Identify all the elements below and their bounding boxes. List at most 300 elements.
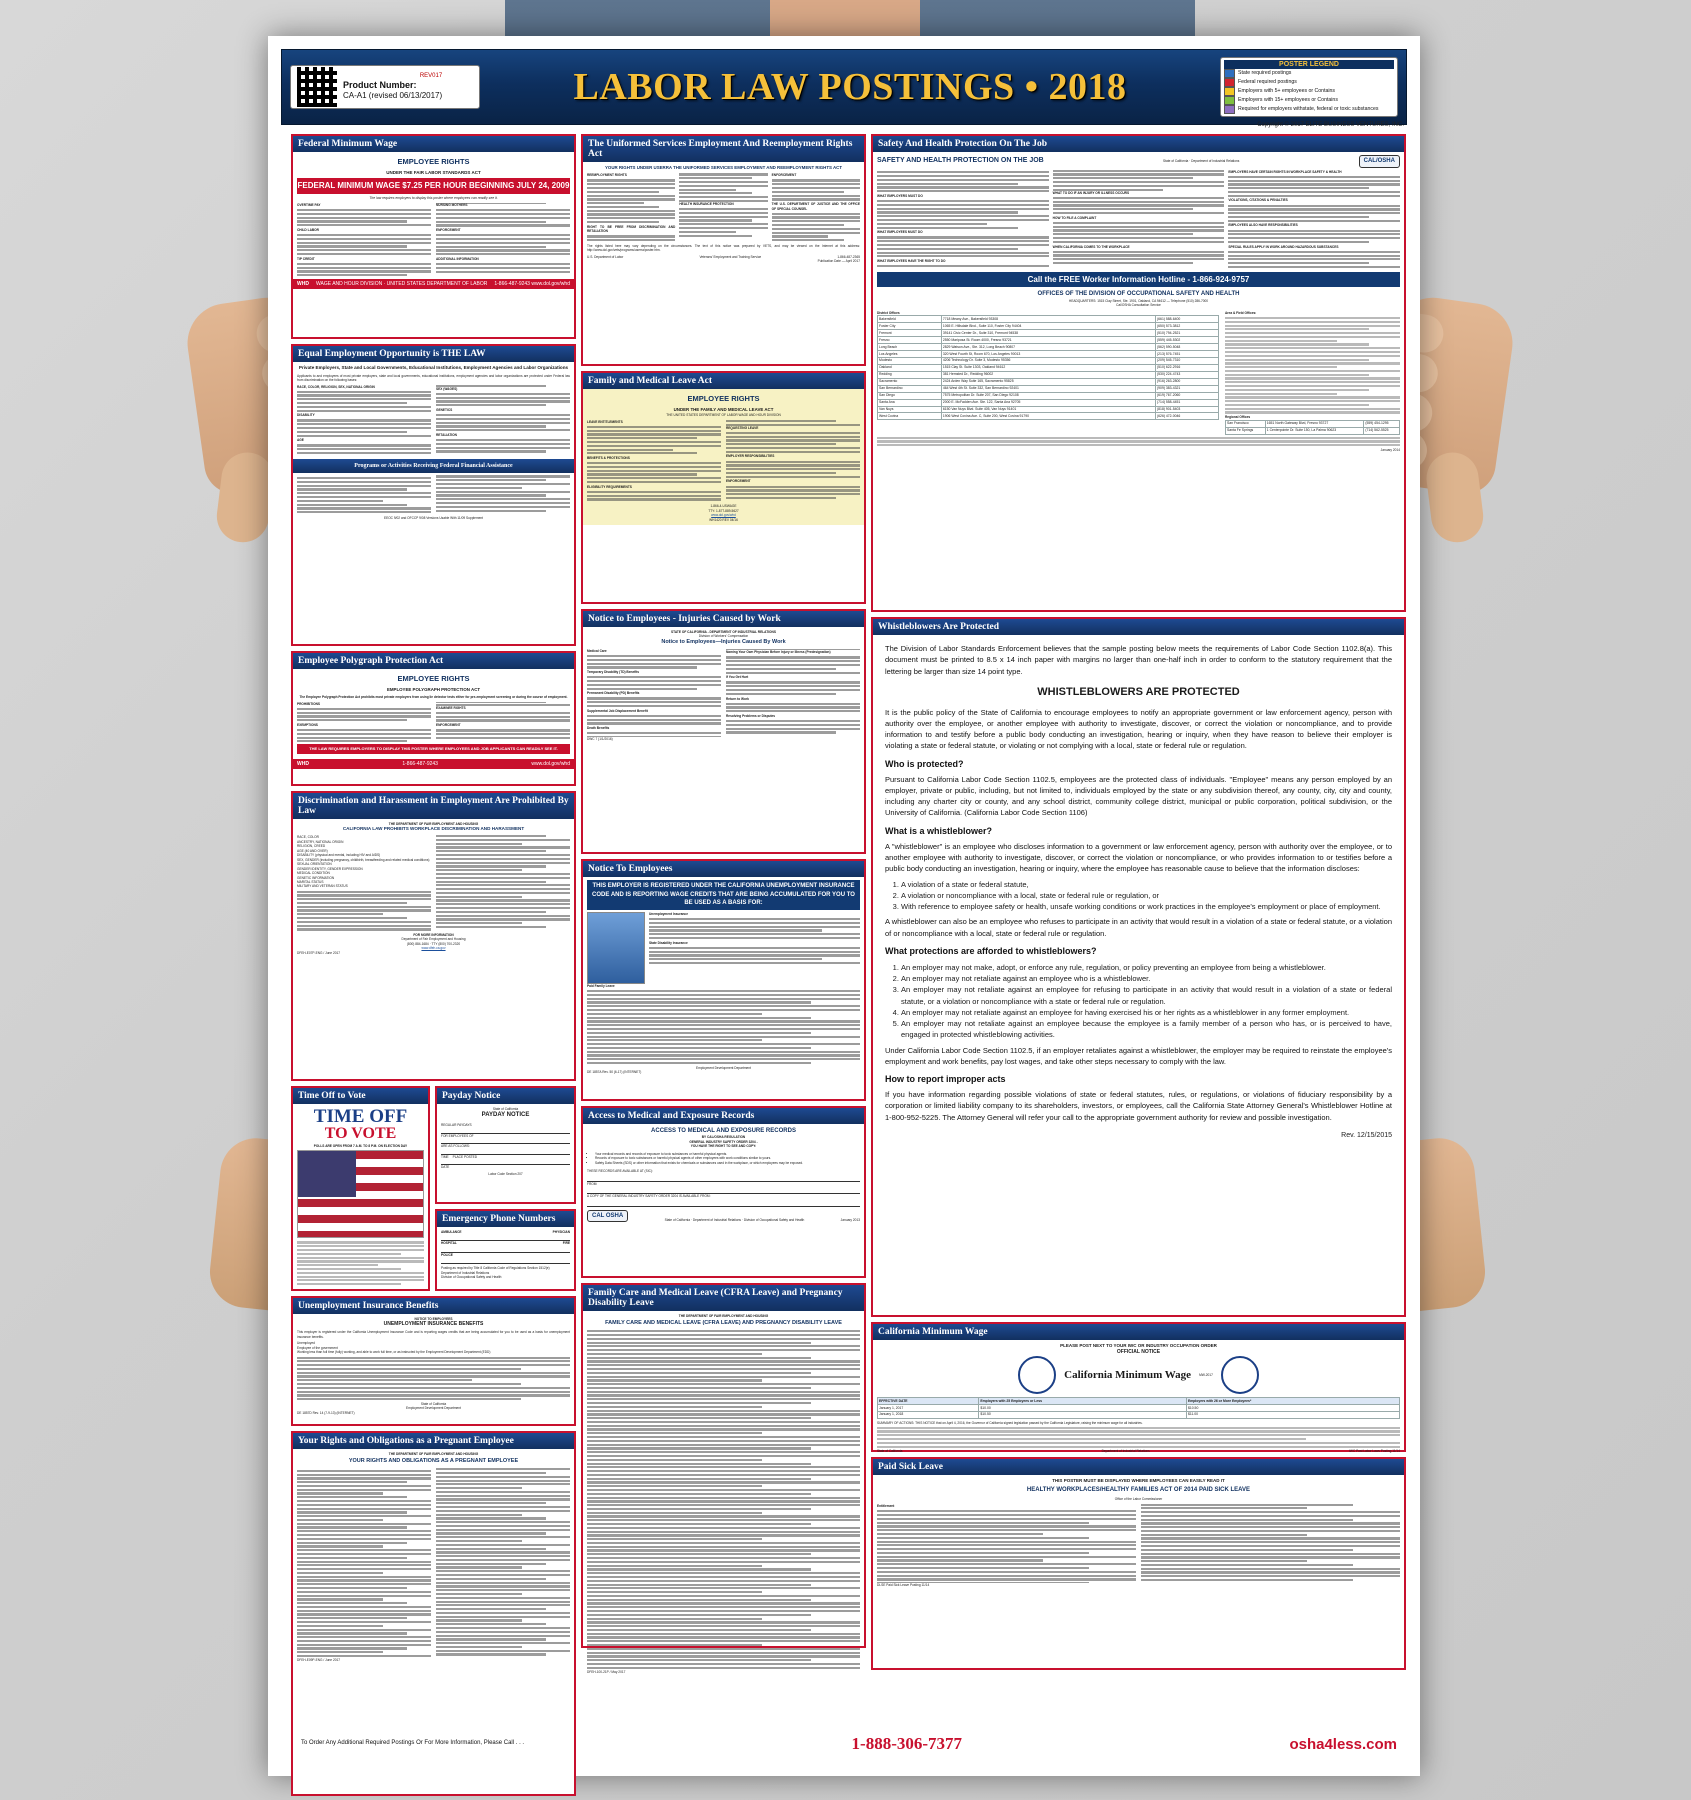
cmw-rev: IWC Post Labor Laws Posting 11/14 — [1349, 1449, 1400, 1454]
sh-heading-3: WHAT TO DO IF AN INJURY OR ILLNESS OCCURS — [1052, 190, 1130, 195]
office-phone: (530) 224-4743 — [1156, 371, 1219, 378]
sh-heading-2: WHAT EMPLOYEES HAVE THE RIGHT TO DO — [877, 259, 946, 264]
office-addr: 1065 E. Hillsdale Blvd., Suite 110, Foster City 94404 — [941, 323, 1155, 330]
office-addr: 1 Centerpointe Dr. Suite 150, La Palma 90623 — [1265, 427, 1364, 434]
panel-title: Time Off to Vote — [293, 1088, 428, 1104]
eeo-lead: Applicants to and employees of most private employers, state and local governments, educational institutions, employment agencies and labor organizations are protected under Federal law from discrimination on the following bases: — [297, 373, 570, 383]
acc-field-0[interactable] — [587, 1174, 860, 1182]
panel-time-off-vote — [291, 1086, 430, 1291]
ui-bullet-2: Working less than full time (fully) working, and able to work full time, or as instructed by the Employment Development Department (EDD) — [297, 1350, 491, 1355]
inj-div: Division of Workers' Compensation — [698, 634, 749, 639]
office-name: Long Beach — [878, 344, 942, 351]
payday-label-5: DATE — [441, 1165, 450, 1170]
eeo-heading-1: DISABILITY — [297, 413, 315, 418]
office-addr: 4206 Technology Dr. Suite 3, Modesto 95356 — [941, 357, 1155, 364]
disc-agency: Department of Fair Employment and Housing — [401, 937, 466, 942]
regional-offices-table — [1225, 420, 1400, 435]
cmw-agency: Department of Industrial Relations — [1101, 1449, 1150, 1454]
fmla-banner: EMPLOYEE RIGHTS — [687, 394, 760, 403]
payday-label-3: TIME — [441, 1154, 449, 1159]
payday-footer: Labor Code Section 207 — [488, 1171, 523, 1176]
brand-name: osha4less — [1289, 1735, 1362, 1753]
dir-seal-icon — [1221, 1356, 1259, 1394]
payday-notice-head: PAYDAY NOTICE — [481, 1112, 530, 1119]
office-name: Van Nuys — [878, 406, 942, 413]
preg-head: YOUR RIGHTS AND OBLIGATIONS AS A PREGNANT EMPLOYEE — [348, 1458, 519, 1465]
psl-post-note: THIS POSTER MUST BE DISPLAYED WHERE EMPLOYEES CAN EASILY READ IT — [1052, 1478, 1225, 1483]
vote-head2: TO VOTE — [324, 1125, 397, 1142]
sh-heading-5: WHEN CALIFORNIA COMES TO THE WORKPLACE — [1052, 244, 1130, 249]
ui-office: State of California — [420, 1401, 447, 1406]
panel-title: Federal Minimum Wage — [293, 136, 574, 152]
acc-field-2[interactable] — [587, 1199, 860, 1207]
nte-head: THIS EMPLOYER IS REGISTERED UNDER THE CALIFORNIA UNEMPLOYMENT INSURANCE CODE AND IS REPORTING WAGE CREDITS THAT ARE BEING ACCUMULATED FOR YOU TO BE USED AS A BASIS FOR: — [587, 880, 860, 910]
sh-offices-title: OFFICES OF THE DIVISION OF OCCUPATIONAL SAFETY AND HEALTH — [1037, 291, 1240, 298]
disc-more-info: FOR MORE INFORMATION — [413, 932, 454, 937]
acc-bullet-2: • Safety Data Sheets (SDS) or other information that exists for chemicals or substances used in the workplace, or which employees may be exposed. — [595, 1161, 860, 1165]
sh-heading-9: SPECIAL RULES APPLY IN WORK AROUND HAZARDOUS SUBSTANCES — [1228, 244, 1339, 249]
poly-contact: 1-866-487-9243 — [402, 761, 438, 768]
panel-title: The Uniformed Services Employment And Reemployment Rights Act — [583, 136, 864, 162]
psl-rev: DLSE Paid Sick Leave Posting 11/14 — [877, 1582, 930, 1587]
preg-dept: THE DEPARTMENT OF FAIR EMPLOYMENT AND HOUSING — [388, 1452, 479, 1456]
cmw-r0c2: $10.50 — [1186, 1405, 1399, 1412]
userra-heading-4: THE U.S. DEPARTMENT OF JUSTICE AND THE OFFICE OF SPECIAL COUNSEL — [771, 202, 860, 211]
emg-label-4: POLICE — [441, 1252, 453, 1257]
sh-hq: HEADQUARTERS: 1515 Clay Street, Ste. 1901, Oakland, CA 94612 — Telephone (510) 286-7000 — [1068, 298, 1209, 303]
vote-sub: POLLS ARE OPEN FROM 7 A.M. TO 8 P.M. ON ELECTION DAY — [313, 1144, 408, 1148]
disc-bullet-2: RELIGION, CREED — [297, 844, 326, 849]
poly-heading-2: EXAMINEE RIGHTS — [436, 705, 466, 710]
office-name: Bakersfield — [878, 316, 942, 323]
fmw-note: The law requires employers to display this poster where employees can readily see it. — [369, 195, 498, 200]
table-row — [878, 330, 1219, 337]
poster-legend — [1220, 57, 1398, 117]
poly-footer: WHD 1-866-487-9243 www.dol.gov/whd — [293, 759, 574, 769]
column-right — [871, 134, 1406, 1796]
disc-bullet-9: GENETIC INFORMATION — [297, 875, 335, 880]
office-name: Redding — [878, 371, 942, 378]
office-phone: (661) 588-6400 — [1156, 316, 1219, 323]
emg-agency: Department of Industrial Relations — [441, 1270, 490, 1275]
poly-intro: The Employee Polygraph Protection Act prohibits most private employers from using lie detector tests either for pre-employment screening or during the course of employment. — [299, 695, 568, 700]
emg-field-2[interactable] — [441, 1257, 570, 1264]
cmw-code: MW-2017 — [1199, 1373, 1213, 1378]
office-name: San Bernardino — [878, 385, 942, 392]
acc-head: ACCESS TO MEDICAL AND EXPOSURE RECORDS — [651, 1128, 796, 1134]
acc-state: State of California — [664, 1217, 690, 1222]
panel-title: Payday Notice — [437, 1088, 574, 1104]
office-addr: 2550 Mariposa St. Room 4000, Fresno 93721 — [941, 337, 1155, 344]
table-row — [878, 344, 1219, 351]
sh-head: SAFETY AND HEALTH PROTECTION ON THE JOB — [877, 157, 1044, 165]
office-addr: 7718 Meany Ave., Bakersfield 93308 — [941, 316, 1155, 323]
acc-line2: FROM: — [587, 1181, 598, 1186]
fmw-section-0: OVERTIME PAY — [297, 202, 321, 207]
product-label: Product Number: — [343, 80, 417, 91]
office-phone: (650) 573-3812 — [1156, 323, 1219, 330]
disc-bullet-4: DISABILITY (physical and mental, including HIV and AIDS) — [297, 853, 381, 858]
office-addr: 464 West 4th St. Suite 332, San Bernardino 92401 — [941, 385, 1155, 392]
userra-banner: YOUR RIGHTS UNDER USERRA THE UNIFORMED SERVICES EMPLOYMENT AND REEMPLOYMENT RIGHTS ACT — [604, 165, 843, 170]
panel-title: Safety And Health Protection On The Job — [873, 136, 1404, 152]
nte-agency: Employment Development Department — [696, 1065, 751, 1070]
panel-title: Notice to Employees - Injuries Caused by Work — [583, 611, 864, 627]
table-row — [878, 357, 1219, 364]
wb-a1: Pursuant to California Labor Code Section 1102.5, employees are the protected class of individuals. "Employee" means any person employed by an employer, private or public, including, but not limited to, individuals employed by the state or any subdivision thereof, any county, city, city and county, including any charter city or county, and any school district, community college district, municipal or public corporation, political subdivision, or the University of California. (California Labor Code Section 1106) — [885, 774, 1392, 818]
emg-label-3: FIRE — [562, 1241, 570, 1246]
office-phone: (510) 794-2521 — [1156, 330, 1219, 337]
poster-header — [281, 49, 1407, 125]
disc-bullet-5: SEX, GENDER (including pregnancy, childbirth, breastfeeding and related medical conditions) — [297, 857, 430, 862]
page-title: LABOR LAW POSTINGS • 2018 — [573, 66, 1127, 108]
table-row — [878, 371, 1219, 378]
table-row — [878, 406, 1219, 413]
office-phone: (916) 263-2800 — [1156, 378, 1219, 385]
userra-vets: Veterans' Employment and Training Service — [699, 254, 762, 259]
panel-federal-minimum-wage — [291, 134, 576, 339]
office-phone: (714) 562-5525 — [1364, 427, 1400, 434]
office-phone: (714) 558-4451 — [1156, 399, 1219, 406]
cmw-col-2: Employers with 26 or More Employees* — [1186, 1398, 1399, 1405]
office-phone: (213) 576-7451 — [1156, 351, 1219, 358]
office-addr: 320 West Fourth St, Room 670, Los Angeles 90013 — [941, 351, 1155, 358]
poly-banner: EMPLOYEE RIGHTS — [397, 674, 470, 683]
qr-code-icon — [297, 67, 337, 107]
ca-min-wage-table — [877, 1397, 1400, 1418]
wb-list2-2: 3. An employer may not retaliate against an employee for refusing to participate in an activity that would result in a violation of a state or federal statute, or a violation or noncompliance with a state or federal rule or regulation. — [901, 984, 1392, 1007]
office-name: Sacramento — [878, 378, 942, 385]
disc-dept: THE DEPARTMENT OF FAIR EMPLOYMENT AND HOUSING — [388, 822, 479, 826]
office-name: Fremont — [878, 330, 942, 337]
poly-heading-0: PROHIBITIONS — [297, 701, 321, 706]
office-addr: 2424 Arden Way Suite 165, Sacramento 95825 — [941, 378, 1155, 385]
cal-osha-logo: CAL OSHA — [587, 1210, 628, 1222]
cmw-state: State of California — [877, 1449, 903, 1454]
table-row — [1226, 420, 1400, 427]
fmw-agency2: UNITED STATES DEPARTMENT OF LABOR — [386, 280, 488, 287]
office-phone: (559) 454-1295 — [1364, 420, 1400, 427]
payday-label-1: FOR EMPLOYEES OF — [441, 1133, 474, 1138]
table-row — [878, 351, 1219, 358]
office-name: Santa Fe Springs — [1226, 427, 1266, 434]
cmw-post-note: PLEASE POST NEXT TO YOUR IWC OR INDUSTRY OCCUPATION ORDER — [1060, 1343, 1217, 1348]
fmla-contact: 1-866-4-USWAGE — [710, 504, 737, 509]
office-addr: 381 Hemsted Dr., Redding 96002 — [941, 371, 1155, 378]
fmla-heading-2: ELIGIBILITY REQUIREMENTS — [587, 484, 632, 489]
eeo-heading-4: GENETICS — [436, 408, 453, 413]
panel-title: Paid Sick Leave — [873, 1459, 1404, 1475]
acc-sub1: BY CAL/OSHA REGULATION — [701, 1135, 746, 1140]
cfra-dept: THE DEPARTMENT OF FAIR EMPLOYMENT AND HOUSING — [678, 1314, 769, 1318]
wb-a4: Under California Labor Code Section 1102.5, if an employer retaliates against a whistleblower, the employer may be required to reinstate the employee's employment and work benefits, pay lost wages, and take other steps necessary to comply with the law. — [885, 1045, 1392, 1066]
district-offices-table — [877, 315, 1219, 420]
table-row — [878, 378, 1219, 385]
eeo-section2-title: Programs or Activities Receiving Federal Financial Assistance — [293, 459, 574, 474]
office-phone: (562) 590-5048 — [1156, 344, 1219, 351]
wb-a2: A "whistleblower" is an employee who discloses information to a government or law enforcement agency, person with authority over the employee, or to another employee with authority to investigate, discover, or correct the violation or noncompliance, or who provides information to or testifies before a public body conducting an investigation, hearing or inquiry, where the employee has reasonable cause to believe that the information discloses: — [885, 841, 1392, 874]
userra-heading-3: ENFORCEMENT — [771, 173, 797, 178]
office-addr: 39141 Civic Center Dr., Suite 310, Fremont 94538 — [941, 330, 1155, 337]
panel-notice-to-employees — [581, 859, 866, 1101]
order-note: To Order Any Additional Required Postings Or For More Information, Please Call . . . — [301, 1740, 525, 1747]
disc-tty: TTY (800) 700-2320 — [431, 941, 461, 946]
fmla-banner-sub2: THE UNITED STATES DEPARTMENT OF LABOR WAGE AND HOUR DIVISION — [666, 413, 781, 418]
labor-law-poster — [268, 36, 1420, 1776]
legend-item-1: Federal required postings — [1238, 79, 1297, 86]
nte-section-2: Paid Family Leave — [587, 984, 615, 989]
table-row — [878, 399, 1219, 406]
userra-heading-0: REEMPLOYMENT RIGHTS — [587, 173, 627, 178]
cmw-summary: SUMMARY OF ACTIONS: THIS NOTICE that on April 4, 2016, the Governor of California signed legislation passed by the California Legislature, raising the minimum wage for all industries. — [877, 1420, 1143, 1425]
eeo-heading-5: RETALIATION — [436, 433, 457, 437]
wb-q2: What is a whistleblower? — [885, 825, 993, 836]
inj-code: DWC 7 (1/1/2016) — [587, 736, 613, 741]
acc-line1: THESE RECORDS ARE AVAILABLE AT (SIC): — [587, 1169, 653, 1174]
sh-consult: Cal/OSHA Consultation Service — [1116, 303, 1161, 308]
legend-item-2: Employers with 5+ employees or Contains — [1238, 88, 1336, 95]
table-row — [878, 1411, 1400, 1418]
office-addr: 2000 E. McFadden Ave. Ste. 122, Santa Ana 92705 — [941, 399, 1155, 406]
panel-title: Family and Medical Leave Act — [583, 373, 864, 389]
office-addr: 1906 West Covina Ave. C, Suite 200, West Covina 91790 — [941, 413, 1155, 420]
inj-heading-3: Supplemental Job Displacement Benefit — [587, 708, 648, 713]
inj-heading-0: Medical Care — [587, 648, 607, 653]
poly-banner2: EMPLOYEE POLYGRAPH PROTECTION ACT — [386, 686, 481, 692]
emg-field-0[interactable] — [441, 1234, 570, 1241]
fmw-agency: WAGE AND HOUR DIVISION — [315, 280, 383, 287]
sh-heading-1: WHAT EMPLOYEES MUST DO — [877, 230, 923, 235]
sh-col-header-0: District Offices — [877, 310, 900, 315]
office-addr: 1515 Clay St. Suite 1303, Oakland 94612 — [941, 364, 1155, 371]
userra-phone: 1-866-487-2365 — [837, 254, 860, 259]
wb-intro: The Division of Labor Standards Enforcement believes that the sample posting below meets the requirements of Labor Code Section 1102.8(a). This document must be printed to 8.5 x 14 inch paper with margins no larger than one-half inch in order to conform to the statutory requirement that the lettering be larger than size 14 point type. — [885, 644, 1392, 676]
office-addr: 1651 North Gateway Blvd, Fresno 93727 — [1265, 420, 1364, 427]
sh-heading-4: HOW TO FILE A COMPLAINT — [1052, 215, 1097, 220]
panel-access-records: Access to Medical and Exposure Records ACCESS TO MEDICAL AND EXPOSURE RECORDS BY CAL/OSHA REGULATION GENERAL INDUSTRY SAFETY ORDER 3204 - YOU HAVE THE RIGHT TO SEE AND COPY: • Your medical records and records of exposure to toxic substances or harmful physical agents. • Records of exposure to toxic substances or harmful physical agents of other employees with work conditions similar to yours. • Safety Data Sheets (SDS) or other information that exists for chemicals or substances used in the workplace, or which employees may be exposed. THESE RECORDS ARE AVAILABLE AT (SIC): FROM: A COPY OF THE GENERAL INDUSTRY SAFETY ORDER 3204 IS AVAILABLE FROM: CAL OSHA State of California · Department of Industrial Relations · Division of Occupational Safety and Health January 2013 — [581, 1106, 866, 1278]
inj-state: STATE OF CALIFORNIA - DEPARTMENT OF INDUSTRIAL RELATIONS — [671, 630, 776, 634]
inj-heading-5: Naming Your Own Physician Before Injury or Illness (Predesignation) — [726, 650, 831, 655]
acc-field-1[interactable] — [587, 1186, 860, 1194]
acc-div: Division of Occupational Safety and Health — [743, 1217, 805, 1222]
fmla-heading-0: LEAVE ENTITLEMENTS — [587, 419, 623, 424]
userra-heading-2: HEALTH INSURANCE PROTECTION — [679, 202, 734, 207]
panel-title: Family Care and Medical Leave (CFRA Leave) and Pregnancy Disability Leave — [583, 1285, 864, 1311]
fmw-section-3: NURSING MOTHERS — [436, 203, 468, 208]
wb-head: WHISTLEBLOWERS ARE PROTECTED — [1037, 685, 1240, 698]
office-addr: 7575 Metropolitan Dr. Suite 207, San Diego 92108 — [941, 392, 1155, 399]
office-name: San Diego — [878, 392, 942, 399]
eeo-footnote: EEOC 9/02 and OFCCP 9/08 Versions Usable With 11/09 Supplement — [383, 516, 484, 521]
poly-heading-3: ENFORCEMENT — [436, 723, 461, 728]
edd-photo — [587, 912, 645, 984]
nte-section-0: Unemployment Insurance — [649, 912, 688, 917]
cmw-r1c2: $11.00 — [1186, 1411, 1399, 1418]
panel-title: Emergency Phone Numbers — [437, 1211, 574, 1227]
fmw-section-1: CHILD LABOR — [297, 227, 319, 232]
office-name: Foster City — [878, 323, 942, 330]
wb-q1: Who is protected? — [885, 758, 964, 769]
legend-title: POSTER LEGEND — [1224, 60, 1394, 69]
fmw-banner-sub: UNDER THE FAIR LABOR STANDARDS ACT — [386, 169, 481, 175]
sh-heading-7: VIOLATIONS, CITATIONS & PENALTIES — [1228, 198, 1288, 203]
disc-bullet-7: GENDER IDENTITY, GENDER EXPRESSION — [297, 866, 363, 871]
table-row — [878, 1405, 1400, 1412]
eeo-heading-0: RACE, COLOR, RELIGION, SEX, NATIONAL ORIGIN — [297, 384, 375, 389]
fmla-heading-5: ENFORCEMENT — [726, 479, 751, 484]
fmw-banner: EMPLOYEE RIGHTS — [397, 157, 470, 166]
payday-label-2: ARE AS FOLLOWS: — [441, 1144, 470, 1149]
ui-code: DE 1857D Rev. 14 (7-9-13) (INTERNET) — [297, 1410, 355, 1415]
office-name: Modesto — [878, 357, 942, 364]
panel-payday-notice — [435, 1086, 576, 1204]
panel-ca-minimum-wage — [871, 1322, 1406, 1452]
wb-list1-0: 1. A violation of a state or federal statute, — [901, 879, 1392, 890]
emg-field-1[interactable] — [441, 1246, 570, 1253]
flag-graphic — [297, 1150, 424, 1238]
poly-heading-1: EXEMPTIONS — [297, 722, 318, 727]
fmw-section-5: ADDITIONAL INFORMATION — [436, 256, 479, 261]
fmla-web[interactable]: www.dol.gov/whd — [711, 513, 736, 518]
cmw-r1c0: January 1, 2018 — [878, 1411, 979, 1418]
panel-title: Your Rights and Obligations as a Pregnant Employee — [293, 1433, 574, 1449]
cmw-col-1: Employers with 25 Employees or Less — [979, 1398, 1187, 1405]
fmw-web: www.dol.gov/whd — [531, 280, 570, 287]
emg-label-1: PHYSICIAN — [552, 1230, 570, 1234]
panel-whistleblowers — [871, 617, 1406, 1317]
sh-hotline: Call the FREE Worker Information Hotline - 1-866-924-9757 — [877, 272, 1400, 288]
state-seal-icon — [1018, 1356, 1056, 1394]
office-phone: (209) 545-7310 — [1156, 357, 1219, 364]
disc-bullet-11: MILITARY AND VETERAN STATUS — [297, 884, 348, 889]
ui-head: NOTICE TO EMPLOYEES — [414, 1317, 453, 1321]
inj-heading-2: Permanent Disability (PD) Benefits — [587, 691, 640, 696]
ui-agency: Employment Development Department — [406, 1406, 461, 1411]
office-addr: 2829 Watson Ave., Ste. 312, Long Beach 90807 — [941, 344, 1155, 351]
sh-date-note: January 2014 — [1380, 447, 1400, 452]
product-number-box — [290, 65, 480, 109]
revision-tag: REV017 — [419, 72, 443, 79]
panel-cfra — [581, 1283, 866, 1675]
panel-title: Discrimination and Harassment in Employment Are Prohibited By Law — [293, 793, 574, 819]
eeo-heading-2: AGE — [297, 438, 304, 443]
emg-posting-note: Posting as required by Title 8 California Code of Regulations Section 1512(e) — [441, 1266, 550, 1271]
sh-agency: Department of Industrial Relations — [1191, 159, 1240, 164]
cmw-r1c1: $10.50 — [979, 1411, 1187, 1418]
sh-heading-8: EMPLOYEES ALSO HAVE RESPONSIBILITIES — [1228, 223, 1298, 228]
poly-redline: THE LAW REQUIRES EMPLOYERS TO DISPLAY THIS POSTER WHERE EMPLOYEES AND JOB APPLICANTS CAN READILY SEE IT. — [297, 744, 570, 754]
office-phone: (559) 445-5302 — [1156, 337, 1219, 344]
column-left — [291, 134, 576, 1796]
table-row — [878, 364, 1219, 371]
fmw-section-4: ENFORCEMENT — [436, 228, 461, 233]
poster-footer-bar — [291, 1730, 1407, 1758]
acc-sub2: GENERAL INDUSTRY SAFETY ORDER 3204 - — [689, 1139, 758, 1144]
fmw-footer: WHD WAGE AND HOUR DIVISION · UNITED STATES DEPARTMENT OF LABOR 1-866-487-9243 www.dol.gov/whd — [293, 279, 574, 289]
disc-bullet-10: MARITAL STATUS — [297, 879, 324, 884]
userra-heading-1: RIGHT TO BE FREE FROM DISCRIMINATION AND RETALIATION — [587, 224, 676, 234]
panel-title: Whistleblowers Are Protected — [873, 619, 1404, 635]
userra-pub: Publication Date — April 2017 — [817, 259, 860, 264]
nte-section-1: State Disability Insurance — [649, 940, 688, 945]
panel-safety-health: Safety And Health Protection On The Job SAFETY AND HEALTH PROTECTION ON THE JOB State of California · Department of Industrial Relations CAL/OSHA WHAT EMPLOYERS MUST DO WHAT EMPLOYEES MUST DO WHAT EMPLOYEES HAVE THE RIGHT TO DO WHAT TO DO IF AN INJURY OR ILLNESS OCCURS HOW TO FILE A COMPLAINT WHEN CALIFORNIA COMES TO THE WORKPLACE EMPLOYERS HAVE CERTAIN RIGHTS IN WORKPLACE SAFETY & HEALTH VIOLATIONS, CITATIONS & PENALTIES EMPLOYEES ALSO HAVE RESPONSIBILITIES SPECIAL RULES APPLY IN WORK AROUND HAZARDOUS SUBSTANCES Call the FREE Worker Information Hotline - 1-866-924-9757 OFFICES OF THE DIVISION OF OCCUPATIONAL SAFETY AND HEALTH HEADQUARTERS: 1515 Clay Street, Ste. 1901, Oakland, CA 94612 — Telephone (510) 286-7000 Cal/OSHA Consultation Service District Offices Bakersfield 7718 Meany Ave., Bakersfield 93308 (661) 588-6400 Foster City 1065 E. Hillsdale Blvd., Suite 110, Foster City 94404 (650) 573-3812 Fremont 39141 Civic Center Dr., Suite 310, Fremont 94538 (510) 794-2521 Fresno 2550 Mariposa St. Room 4000, Fresno 93721 (559) 445-5302 Long Beach 2829 Watson Ave., Ste. 312, Long Beach 90807 (562) 590-5048 Los Angeles 320 West Fourth St, Room 670, Los Angeles 90013 (213) 576-7451 Modesto 4206 Technology Dr. Suite 3, Modesto 95356 (209) 545-7310 Oakland 1515 Clay St. Suite 1303, Oakland 94612 (510) 622-2916 Redding 381 Hemsted Dr., Redding 96002 (530) 224-4743 Sacramento 2424 Arden Way Suite 165, Sacramento 95825 (916) 263-2800 San Bernardino 464 West 4th St. Suite 332, San Bernardino 92401 (909) 383-4321 San Diego 7575 Metropolitan Dr. Suite 207, San Diego 92108 (619) 767-2060 Santa Ana 2000 E. McFadden Ave. Ste. 122, Santa Ana 92705 (714) 558-4451 Van Nuys 6150 Van Nuys Blvd. Suite 405, Van Nuys 91401 (818) 901-5403 West Covina 1906 West Covina Ave. C, Suite 200, West Covina 91790 (626) 472-0046 Area & Field Offices: Regional Offices San Francisco 1651 North Gateway Blvd, Fresno 93727 (559) 454-1295 Santa Fe Springs 1 Centerpointe Dr. Suite 150, La Palma 90623 (714) 562-5525 January 2014 — [871, 134, 1406, 612]
inj-heading-6: If You Get Hurt — [726, 675, 749, 680]
fmw-contact: 1-866-487-9243 — [494, 280, 530, 287]
office-phone: (818) 901-5403 — [1156, 406, 1219, 413]
ui-bullet-0: Unemployed — [297, 1341, 315, 1346]
panel-title: Notice To Employees — [583, 861, 864, 877]
wb-rev: Rev. 12/15/2015 — [1341, 1131, 1392, 1139]
sh-heading-0: WHAT EMPLOYERS MUST DO — [877, 193, 923, 198]
wb-list2-0: 1. An employer may not make, adopt, or enforce any rule, regulation, or policy preventing an employee from being a whistleblower. — [901, 962, 1392, 973]
cmw-official: OFFICIAL NOTICE — [1116, 1349, 1161, 1356]
ui-bullet-1: Employee of the government — [297, 1345, 338, 1350]
wb-p1: It is the public policy of the State of California to encourage employees to notify an appropriate government or law enforcement agency, person with authority over the employee, or another employee with authority to investigate, discover, or correct the violation or noncompliance, and to provide information to and testify before a public body conducting an investigation, hearing or inquiry, when they have reason to believe their employer is violating a state or federal statute, or violating or not complying with a local, state or federal rule or regulation. — [885, 707, 1392, 751]
sh-col-header-1: Area & Field Offices: — [1225, 310, 1257, 315]
fmw-wage-line: FEDERAL MINIMUM WAGE $7.25 PER HOUR BEGINNING JULY 24, 2009 — [297, 178, 570, 194]
office-name: Los Angeles — [878, 351, 942, 358]
office-phone: (619) 767-2060 — [1156, 392, 1219, 399]
cal-osha-badge: CAL/OSHA — [1359, 155, 1400, 168]
brand-suffix: .com — [1361, 1735, 1397, 1753]
table-row — [878, 413, 1219, 420]
emg-div: Division of Occupational Safety and Health — [441, 1275, 502, 1280]
wb-list2-3: 4. An employer may not retaliate against an employee for having exercised his or her rights as a whistleblower in any former employment. — [901, 1007, 1392, 1018]
panel-title: California Minimum Wage — [873, 1324, 1404, 1340]
wb-list1-2: 3. With reference to employee safety or health, unsafe working conditions or work practices in the employee's employment or place of employment. — [901, 901, 1392, 912]
disc-bullet-6: SEXUAL ORIENTATION — [297, 862, 332, 867]
office-name: West Covina — [878, 413, 942, 420]
panel-title: Employee Polygraph Protection Act — [293, 653, 574, 669]
cmw-col-0: EFFECTIVE DATE — [878, 1398, 979, 1405]
disc-phone: (800) 884-1684 — [406, 941, 429, 946]
table-row — [878, 337, 1219, 344]
panel-userra — [581, 134, 866, 366]
wb-a5: If you have information regarding possible violations of state or federal statutes, rules, or regulations, or violations of fiduciary responsibility by a corporation or limited liability company to its shareholders, investors, or employees, call the California State Attorney General's Whistleblower Hotline at 1-800-952-5225. The Attorney General will refer your call to the appropriate government authority for review and possible investigation. — [885, 1090, 1392, 1122]
acc-agency: Department of Industrial Relations — [692, 1217, 742, 1222]
inj-heading-7: Return to Work — [726, 696, 749, 701]
eeo-sub: Private Employers, State and Local Governments, Educational Institutions, Employment Agencies and Labor Organizations — [298, 365, 569, 370]
cfra-head: FAMILY CARE AND MEDICAL LEAVE (CFRA LEAVE) AND PREGNANCY DISABILITY LEAVE — [605, 1320, 842, 1327]
table-row — [878, 392, 1219, 399]
wb-q4: How to report improper acts — [885, 1074, 1006, 1085]
legend-item-3: Employers with 15+ employees or Contains — [1238, 97, 1338, 104]
office-name: Santa Ana — [878, 399, 942, 406]
office-addr: 6150 Van Nuys Blvd. Suite 405, Van Nuys 91401 — [941, 406, 1155, 413]
order-phone: 1-888-306-7377 — [851, 1734, 963, 1753]
acc-sub3: YOU HAVE THE RIGHT TO SEE AND COPY: — [690, 1144, 757, 1149]
table-header-row — [878, 1398, 1400, 1405]
fmla-banner-sub: UNDER THE FAMILY AND MEDICAL LEAVE ACT — [673, 406, 774, 412]
disc-web[interactable]: www.dfeh.ca.gov — [421, 946, 446, 951]
panel-emergency-numbers — [435, 1209, 576, 1291]
cmw-r0c1: $10.00 — [979, 1405, 1187, 1412]
fmla-heading-3: REQUESTING LEAVE — [726, 425, 759, 430]
wb-a3: A whistleblower can also be an employee who refuses to participate in an activity that would result in a violation of a state or federal statute, or a violation of or noncompliance with a local, state or federal rule or regulation. — [885, 917, 1392, 938]
office-phone: (626) 472-0046 — [1156, 413, 1219, 420]
ui-head2: UNEMPLOYMENT INSURANCE BENEFITS — [383, 1321, 484, 1328]
userra-footer-note: The rights listed here may vary depending on the circumstances. The text of this notice was prepared by VETS, and may be viewed on the Internet at this address: http://www.dol.gov/vets/programs/userra/poster.htm. — [587, 243, 860, 253]
psl-head: HEALTHY WORKPLACES/HEALTHY FAMILIES ACT OF 2014 PAID SICK LEAVE — [1026, 1487, 1251, 1494]
wb-list2-1: 2. An employer may not retaliate against an employee who is a whistleblower. — [901, 973, 1392, 984]
payday-label-0: REGULAR PAYDAYS — [441, 1123, 472, 1128]
psl-office: Office of the Labor Commissioner — [1114, 1496, 1163, 1501]
inj-heading-8: Resolving Problems or Disputes — [726, 713, 776, 718]
vote-head1: TIME OFF — [313, 1106, 408, 1127]
disc-bullet-3: AGE (40 AND OVER) — [297, 848, 328, 853]
userra-agency: U.S. Department of Labor — [587, 254, 624, 259]
ui-lead: This employer is registered under the California Unemployment Insurance Code and is reporting wages credits that are being accumulated for you to be used as a basis for unemployment insurance benefits. — [297, 1330, 570, 1339]
